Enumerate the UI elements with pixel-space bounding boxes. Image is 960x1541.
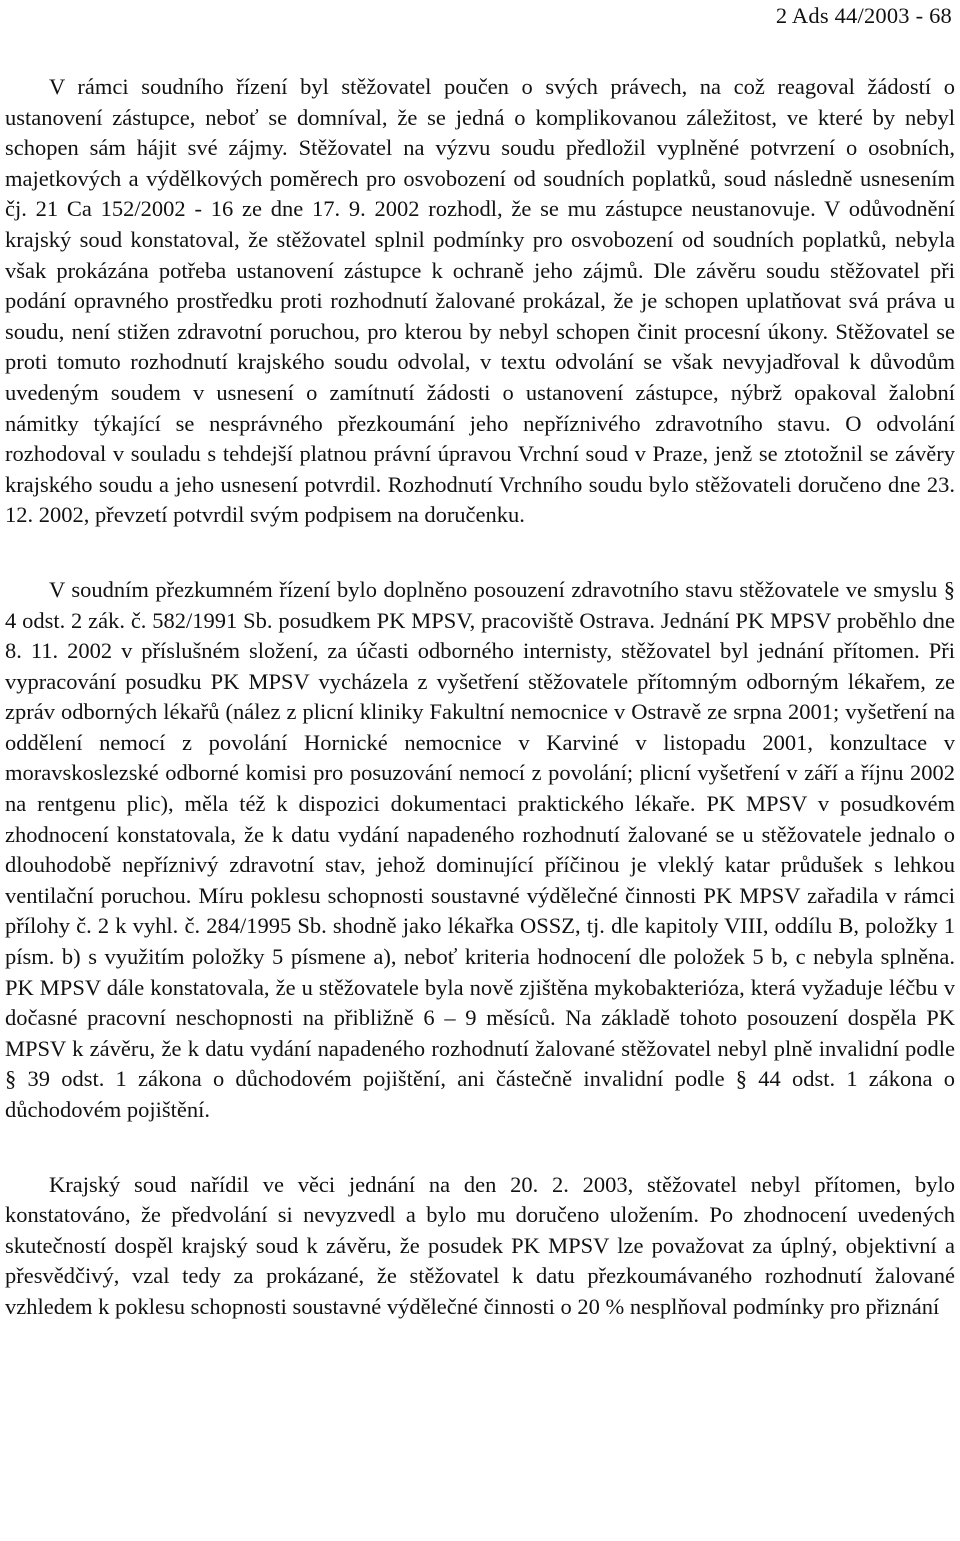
paragraph-medical-assessment: V soudním přezkumném řízení bylo doplněno posouzení zdravotního stavu stěžovatele ve smyslu § 4 odst. 2 zák. č. 582/1991 Sb. posudkem PK MPSV, pracoviště Ostrava. Jednání PK MPSV proběhlo dne 8. 11. 2002 v příslušném složení, za účasti odborného internisty, stěžovatel byl jednání přítomen. Při vypracování posudku PK MPSV vycházela z vyšetření stěžovatele přítomným odborným lékařem, ze zpráv odborných lékařů (nález z plicní kliniky Fakultní nemocnice v Ostravě ze srpna 2001; vyšetření na oddělení nemocí z povolání Hornické nemocnice v Karviné v listopadu 2001, konzultace v moravskoslezské odborné komisi pro posuzování nemocí z povolání; plicní vyšetření v září a říjnu 2002 na rentgenu plic), měla též k dispozici dokumentaci praktického lékaře. PK MPSV v posudkovém zhodnocení konstatovala, že k datu vydání napadeného rozhodnutí žalované se u stěžovatele jednalo o dlouhodobě nepříznivý zdravotní stav, jehož dominující příčinou je vleklý katar průdušek s lehkou ventilační poruchou. Míru poklesu schopnosti soustavné výdělečné činnosti PK MPSV zařadila v rámci přílohy č. 2 k vyhl. č. 284/1995 Sb. shodně jako lékařka OSSZ, tj. dle kapitoly VIII, oddílu B, položky 1 písm. b) s využitím položky 5 písmene a), neboť kriteria hodnocení dle položek 5 b, c nebyla splněna. PK MPSV dále konstatovala, že u stěžovatele byla nově zjištěna mykobakterióza, která vyžaduje léčbu v dočasné pracovní neschopnosti na přibližně 6 – 9 měsíců. Na základě tohoto posouzení dospěla PK MPSV k závěru, že k datu vydání napadeného rozhodnutí žalované stěžovatel nebyl plně invalidní podle § 39 odst. 1 zákona o důchodovém pojištění, ani částečně invalidní podle § 44 odst. 1 zákona o důchodovém pojištění. — [5, 576, 955, 1122]
paragraph-court-hearing: Krajský soud nařídil ve věci jednání na den 20. 2. 2003, stěžovatel nebyl přítomen, bylo konstatováno, že předvolání si nevyzvedl a bylo mu doručeno uložením. Po zhodnocení uvedených skutečností dospěl krajský soud k závěru, že posudek PK MPSV lze považovat za úplný, objektivní a přesvědčivý, vzal tedy za prokázané, že stěžovatel k datu přezkoumávaného rozhodnutí žalované vzhledem k poklesu schopnosti soustavné výdělečné činnosti o 20 % nesplňoval podmínky pro přiznání — [5, 1171, 955, 1319]
case-number: 2 Ads 44/2003 - 68 — [775, 3, 952, 28]
document-body — [5, 72, 955, 1323]
paragraph-procedural-history: V rámci soudního řízení byl stěžovatel poučen o svých právech, na což reagoval žádostí o ustanovení zástupce, neboť se domníval, že se jedná o komplikovanou záležitost, ve které by nebyl schopen sám hájit své zájmy. Stěžovatel na výzvu soudu předložil vyplněné potvrzení o osobních, majetkových a výdělkových poměrech pro osvobození od soudních poplatků, soud následně usnesením čj. 21 Ca 152/2002 - 16 ze dne 17. 9. 2002 rozhodl, že se mu zástupce neustanovuje. V odůvodnění krajský soud konstatoval, že stěžovatel splnil podmínky pro osvobození od soudních poplatků, nebyla však prokázána potřeba ustanovení zástupce k ochraně jeho zájmů. Dle závěru soudu stěžovatel při podání opravného prostředku proti rozhodnutí žalované prokázal, že je schopen uplatňovat svá práva u soudu, není stižen zdravotní poruchou, pro kterou by nebyl schopen činit procesní úkony. Stěžovatel se proti tomuto rozhodnutí krajského soudu odvolal, v textu odvolání se však nevyjadřoval k důvodům uvedeným soudem v usnesení o zamítnutí žádosti o ustanovení zástupce, nýbrž opakoval žalobní námitky týkající se nesprávného přezkoumání jeho nepříznivého zdravotního stavu. O odvolání rozhodoval v souladu s tehdejší platnou právní úpravou Vrchní soud v Praze, jenž se ztotožnil se závěry krajského soudu a jeho usnesení potvrdil. Rozhodnutí Vrchního soudu bylo stěžovateli doručeno dne 23. 12. 2002, převzetí potvrdil svým podpisem na doručenku. — [5, 74, 955, 528]
